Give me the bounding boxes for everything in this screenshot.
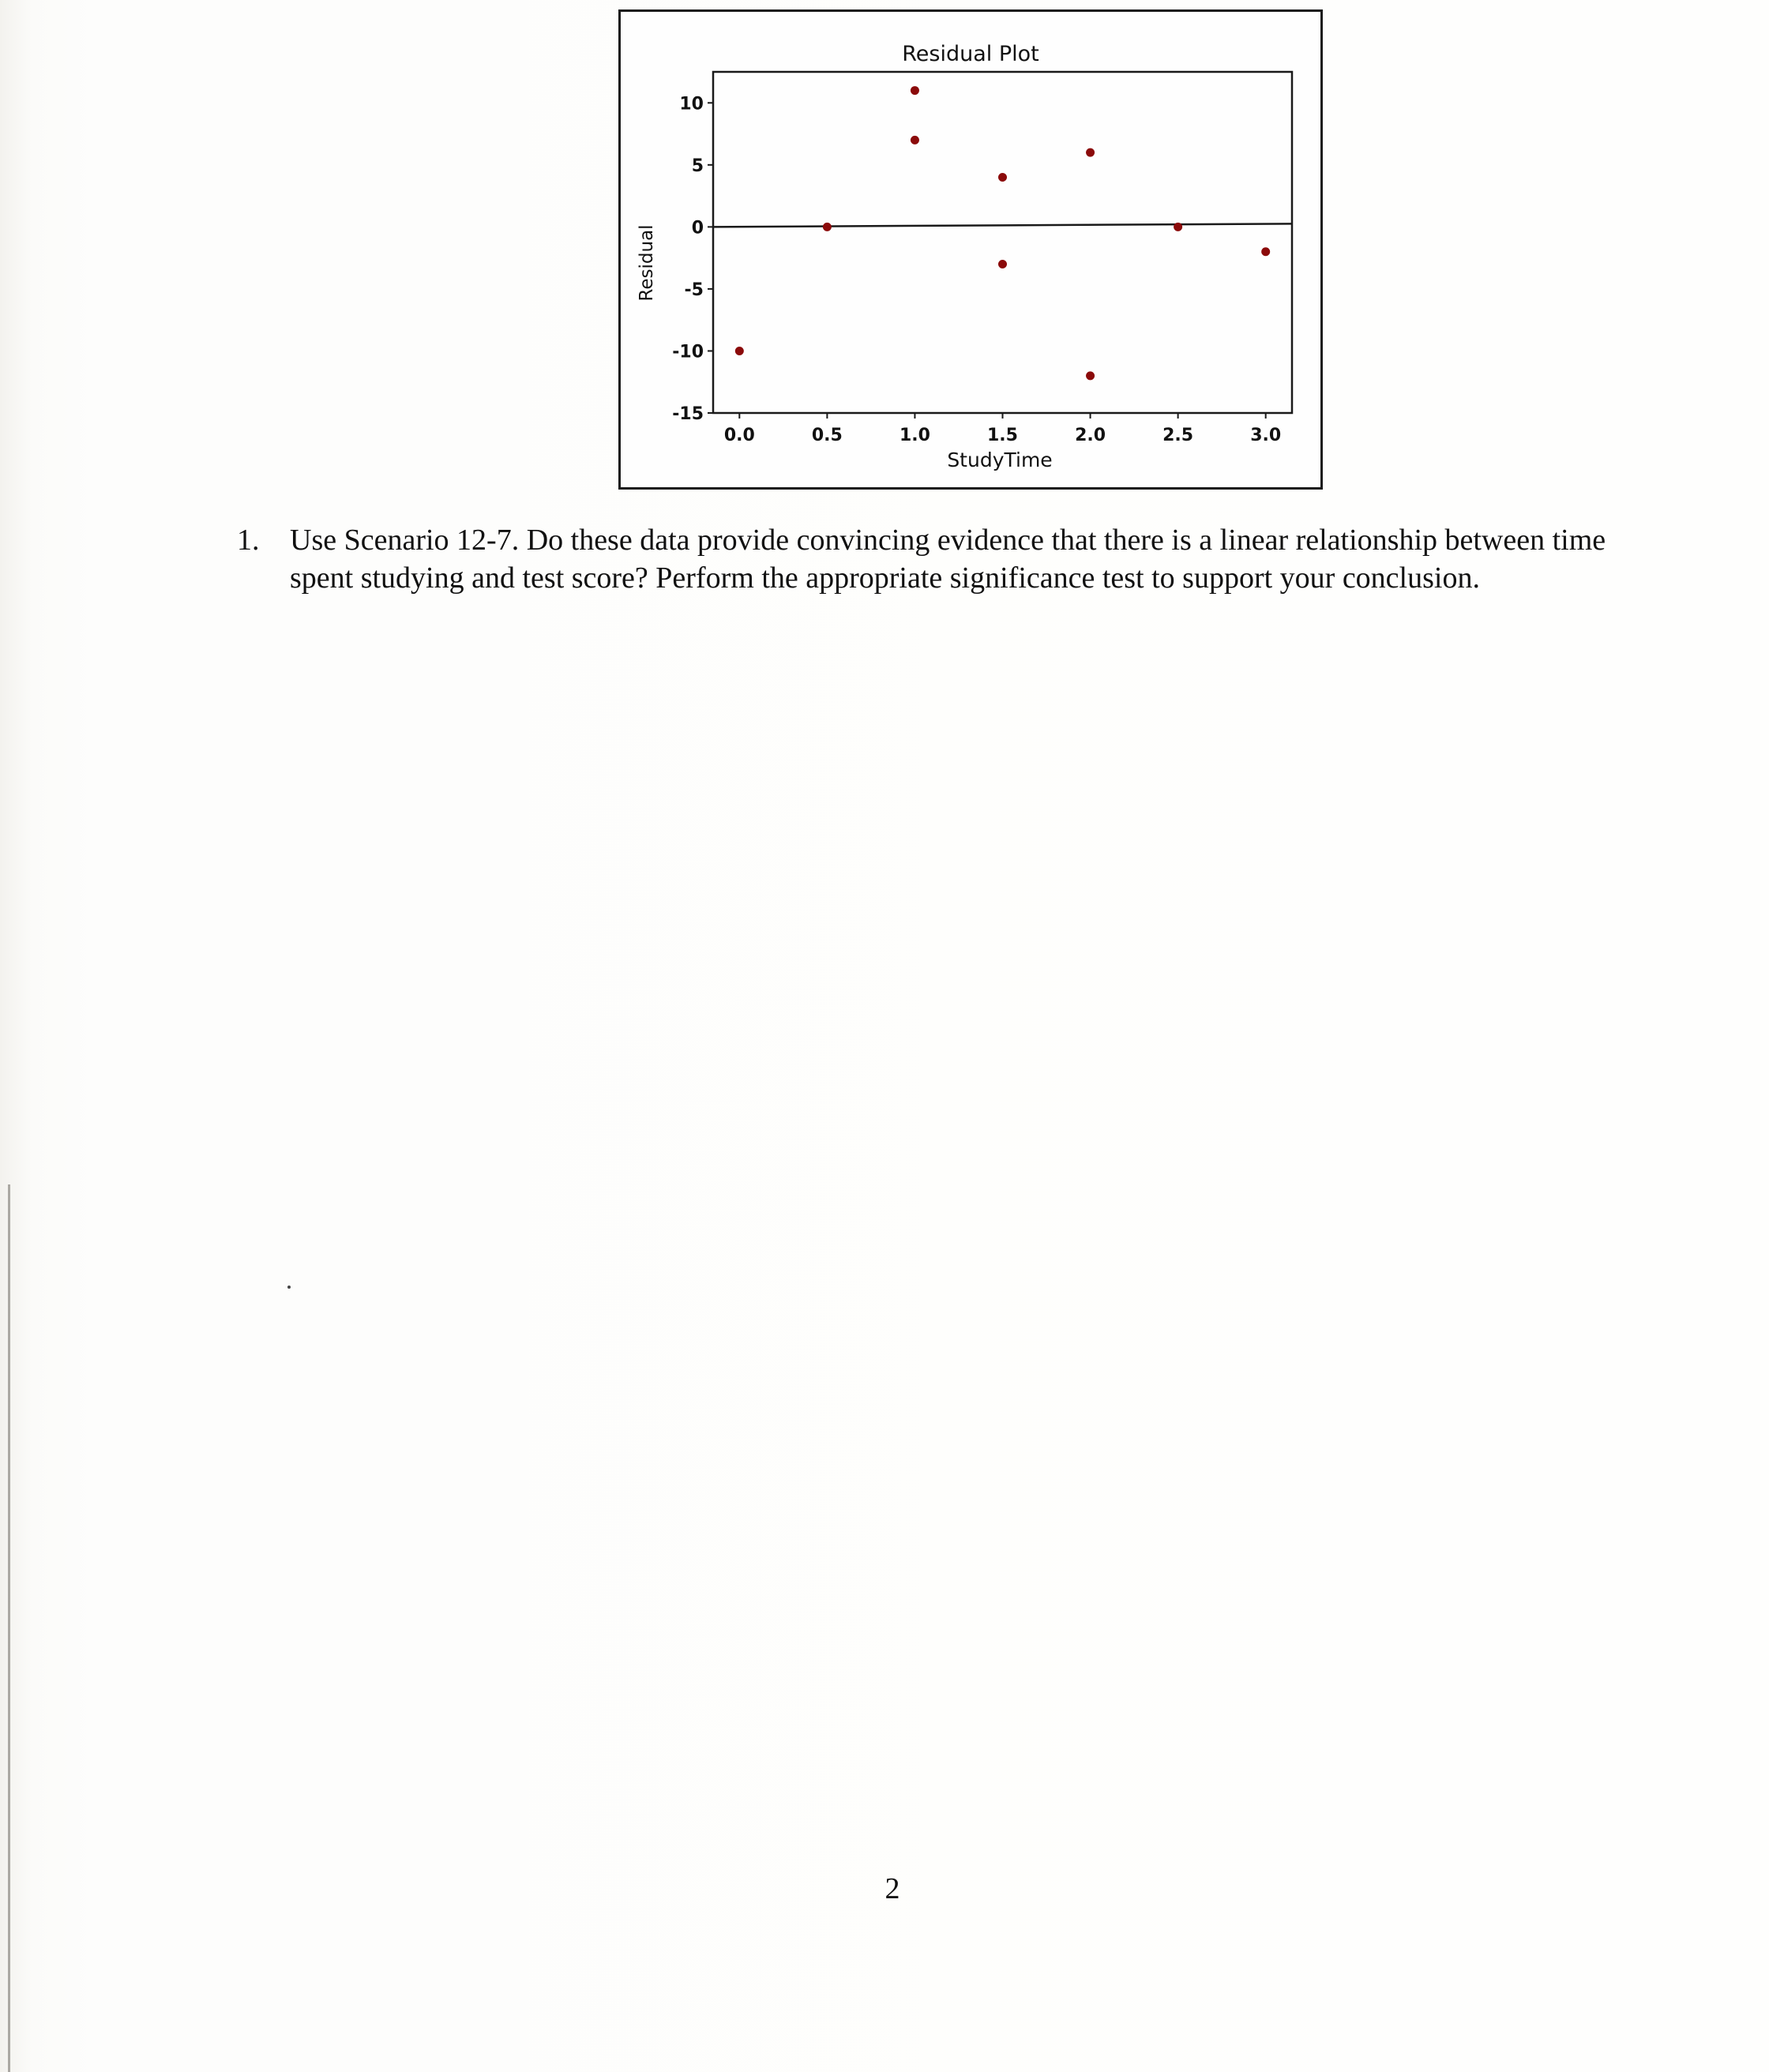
y-tick-label: 5 bbox=[691, 156, 704, 176]
x-tick-label: 2.5 bbox=[1162, 426, 1194, 445]
data-point bbox=[735, 347, 744, 355]
y-axis-label: Residual bbox=[637, 224, 657, 302]
page-edge-shadow bbox=[8, 1184, 10, 2072]
question-text: Use Scenario 12-7. Do these data provide convincing evidence that there is a linear relationship between time spent studying and test score? Perform the appropriate significance test to support your conclusion. bbox=[290, 524, 1606, 595]
x-tick-label: 1.5 bbox=[987, 426, 1018, 445]
y-tick-label: -15 bbox=[672, 404, 704, 424]
y-axis-ticks bbox=[672, 94, 713, 424]
residual-points bbox=[735, 86, 1270, 380]
x-tick-label: 0.0 bbox=[723, 426, 755, 445]
y-tick-label: -10 bbox=[672, 342, 704, 362]
x-tick-label: 2.0 bbox=[1075, 426, 1106, 445]
residual-plot-figure bbox=[618, 9, 1323, 490]
plot-area-border bbox=[713, 72, 1292, 413]
question-number: 1. bbox=[237, 524, 260, 557]
data-point bbox=[823, 223, 832, 231]
x-axis-label: StudyTime bbox=[947, 449, 1053, 471]
page-number: 2 bbox=[884, 1872, 900, 1905]
zero-reference-line bbox=[713, 223, 1292, 227]
x-tick-label: 0.5 bbox=[811, 426, 843, 445]
data-point bbox=[998, 173, 1007, 182]
x-tick-label: 1.0 bbox=[899, 426, 930, 445]
data-point bbox=[998, 260, 1007, 268]
y-tick-label: -5 bbox=[684, 280, 704, 300]
data-point bbox=[1086, 371, 1095, 380]
paper-speck bbox=[287, 1286, 291, 1289]
y-tick-label: 10 bbox=[679, 94, 704, 114]
data-point bbox=[1174, 223, 1182, 231]
residual-plot-chart bbox=[621, 12, 1320, 487]
y-tick-label: 0 bbox=[691, 218, 704, 238]
data-point bbox=[911, 86, 919, 95]
data-point bbox=[911, 136, 919, 145]
x-axis-ticks bbox=[724, 413, 1281, 445]
data-point bbox=[1261, 247, 1270, 256]
chart-title: Residual Plot bbox=[902, 42, 1039, 66]
data-point bbox=[1086, 148, 1095, 157]
x-tick-label: 3.0 bbox=[1250, 426, 1282, 445]
